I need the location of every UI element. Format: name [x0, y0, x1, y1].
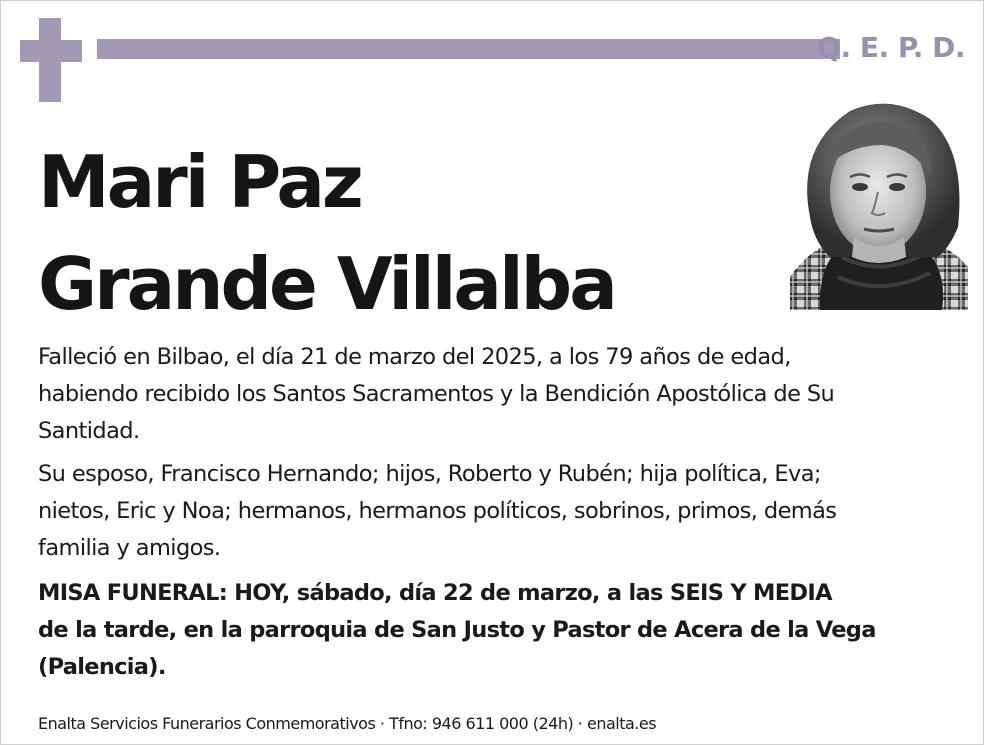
text-line: familia y amigos. — [38, 535, 221, 561]
portrait-photo — [790, 97, 968, 310]
header-band — [97, 39, 840, 59]
text-line: (Palencia). — [38, 654, 166, 680]
text-line: Santidad. — [38, 418, 140, 444]
funeral-mass-info — [38, 575, 963, 686]
text-line: Su esposo, Francisco Hernando; hijos, Roberto y Rubén; hija política, Eva; — [38, 461, 821, 487]
family-list — [38, 456, 963, 567]
text-line: MISA FUNERAL: HOY, sábado, día 22 de marzo, a las SEIS Y MEDIA — [38, 580, 832, 606]
death-announcement — [38, 339, 963, 450]
text-line: Falleció en Bilbao, el día 21 de marzo del 2025, a los 79 años de edad, — [38, 344, 791, 370]
deceased-name — [38, 131, 615, 335]
cross-icon — [20, 18, 82, 102]
qepd-label: Q. E. P. D. — [817, 31, 965, 64]
name-line-1: Mari Paz — [38, 140, 361, 224]
text-line: de la tarde, en la parroquia de San Justo y Pastor de Acera de la Vega — [38, 617, 876, 643]
text-line: nietos, Eric y Noa; hermanos, hermanos políticos, sobrinos, primos, demás — [38, 498, 837, 524]
text-line: habiendo recibido los Santos Sacramentos y la Bendición Apostólica de Su — [38, 381, 835, 407]
name-line-2: Grande Villalba — [38, 242, 615, 326]
funeral-home-footer: Enalta Servicios Funerarios Conmemorativos · Tfno: 946 611 000 (24h) · enalta.es — [38, 714, 657, 733]
